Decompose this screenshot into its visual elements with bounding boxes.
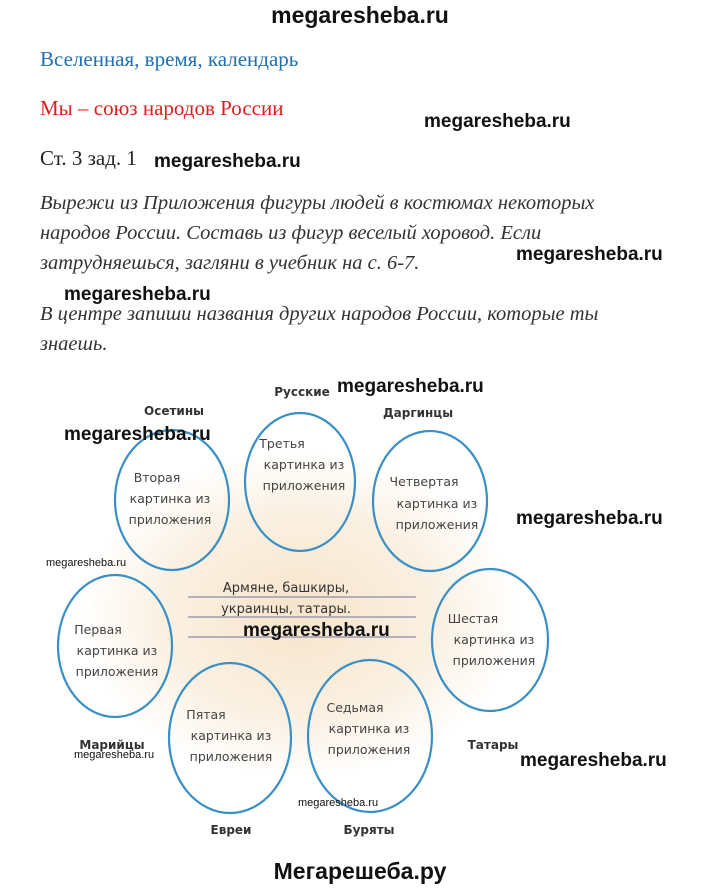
watermark: megaresheba.ru xyxy=(516,244,663,265)
instruction-line: В центре запиши названия других народов России, которые ты xyxy=(40,303,599,325)
oval-text: картинка из xyxy=(396,496,478,511)
oval-text: картинка из xyxy=(263,457,345,472)
oval-text: Вторая xyxy=(133,470,181,485)
nation-label: Марийцы xyxy=(79,738,145,752)
oval-text: приложения xyxy=(452,653,536,668)
site-header[interactable]: megaresheba.ru xyxy=(271,2,449,28)
task-label: Ст. 3 зад. 1 xyxy=(40,146,137,170)
oval-text: картинка из xyxy=(190,728,272,743)
watermark: megaresheba.ru xyxy=(46,557,127,569)
watermark: megaresheba.ru xyxy=(298,797,379,809)
watermark: megaresheba.ru xyxy=(520,750,667,771)
oval-text: Шестая xyxy=(447,611,499,626)
oval-text: картинка из xyxy=(76,643,158,658)
watermark: megaresheba.ru xyxy=(337,376,484,397)
watermark: megaresheba.ru xyxy=(424,111,571,132)
watermark: megaresheba.ru xyxy=(74,749,155,761)
instruction-line: затрудняешься, загляни в учебник на с. 6-7. xyxy=(40,252,420,274)
center-answer-line: украинцы, татары. xyxy=(221,602,351,617)
nation-label: Буряты xyxy=(343,823,395,837)
oval-text: Первая xyxy=(74,622,122,637)
oval-text: картинка из xyxy=(453,632,535,647)
nation-label: Даргинцы xyxy=(382,406,454,420)
watermark: megaresheba.ru xyxy=(516,508,663,529)
nation-label: Русские xyxy=(274,385,330,399)
oval-text: Четвертая xyxy=(389,474,459,489)
instruction-line: народов России. Составь из фигур веселый хоровод. Если xyxy=(40,222,542,244)
oval-text: приложения xyxy=(262,478,346,493)
oval-text: приложения xyxy=(395,517,479,532)
oval-text: приложения xyxy=(189,749,273,764)
watermark: megaresheba.ru xyxy=(64,424,211,445)
oval-text: Пятая xyxy=(186,707,226,722)
nation-label: Евреи xyxy=(210,823,252,837)
instruction-line: Вырежи из Приложения фигуры людей в костюмах некоторых xyxy=(40,192,595,214)
oval-text: Третья xyxy=(259,436,305,451)
footer-site[interactable]: Мегарешеба.ру xyxy=(273,858,447,884)
watermark: megaresheba.ru xyxy=(64,284,211,305)
subject-title: Вселенная, время, календарь xyxy=(40,47,299,71)
nation-label: Осетины xyxy=(144,404,204,418)
watermark: megaresheba.ru xyxy=(243,620,390,641)
watermark: megaresheba.ru xyxy=(154,151,301,172)
instruction-line: знаешь. xyxy=(40,333,108,355)
nation-label: Татары xyxy=(467,738,519,752)
oval-text: картинка из xyxy=(129,491,211,506)
oval-text: приложения xyxy=(128,512,212,527)
oval-text: картинка из xyxy=(328,721,410,736)
lesson-title: Мы – союз народов России xyxy=(40,96,284,120)
oval-text: Седьмая xyxy=(326,700,384,715)
oval-text: приложения xyxy=(75,664,159,679)
center-answer-line: Армяне, башкиры, xyxy=(222,581,350,596)
oval-text: приложения xyxy=(327,742,411,757)
